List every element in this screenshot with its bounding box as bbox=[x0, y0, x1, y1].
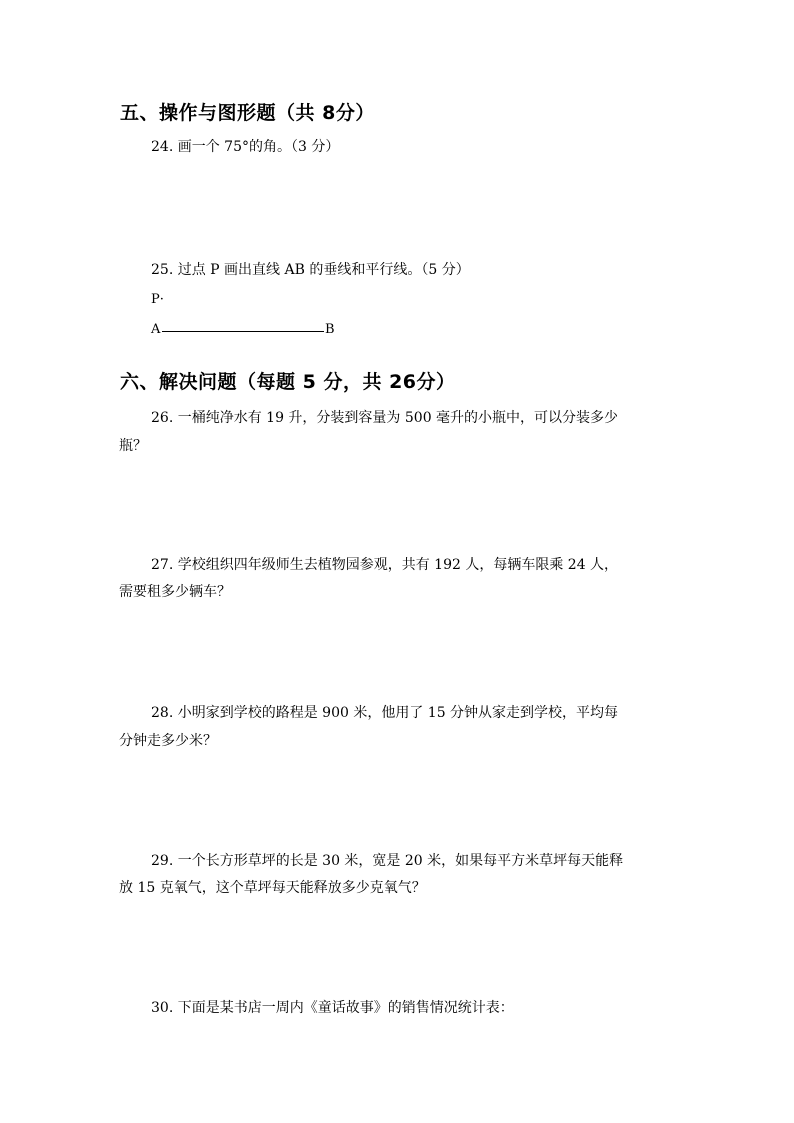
question-28-line-1: 28. 小明家到学校的路程是 900 米，他用了 15 分钟从家走到学校，平均每 bbox=[151, 705, 619, 721]
question-30: 30. 下面是某书店一周内《童话故事》的销售情况统计表： bbox=[151, 1000, 514, 1016]
point-p-label: P· bbox=[151, 292, 164, 307]
question-26-line-1: 26. 一桶纯净水有 19 升，分装到容量为 500 毫升的小瓶中，可以分装多少 bbox=[151, 410, 619, 426]
question-28-line-2: 分钟走多少米？ bbox=[119, 733, 217, 749]
question-29-line-2: 放 15 克氧气，这个草坪每天能释放多少克氧气？ bbox=[119, 880, 426, 896]
question-27-line-2: 需要租多少辆车？ bbox=[119, 584, 231, 600]
question-26-line-2: 瓶？ bbox=[119, 438, 147, 454]
section-six-title: 六、解决问题（每题 5 分，共 26分） bbox=[120, 371, 456, 393]
section-five-title: 五、操作与图形题（共 8分） bbox=[120, 102, 375, 124]
point-a-label: A bbox=[151, 322, 161, 337]
question-29-line-1: 29. 一个长方形草坪的长是 30 米，宽是 20 米，如果每平方米草坪每天能释 bbox=[151, 853, 624, 869]
line-ab bbox=[162, 331, 324, 332]
question-24: 24. 画一个 75°的角。（3 分） bbox=[151, 139, 340, 155]
question-27-line-1: 27. 学校组织四年级师生去植物园参观，共有 192 人，每辆车限乘 24 人， bbox=[151, 557, 619, 573]
point-b-label: B bbox=[325, 322, 335, 337]
question-25: 25. 过点 P 画出直线 AB 的垂线和平行线。（5 分） bbox=[151, 262, 470, 278]
